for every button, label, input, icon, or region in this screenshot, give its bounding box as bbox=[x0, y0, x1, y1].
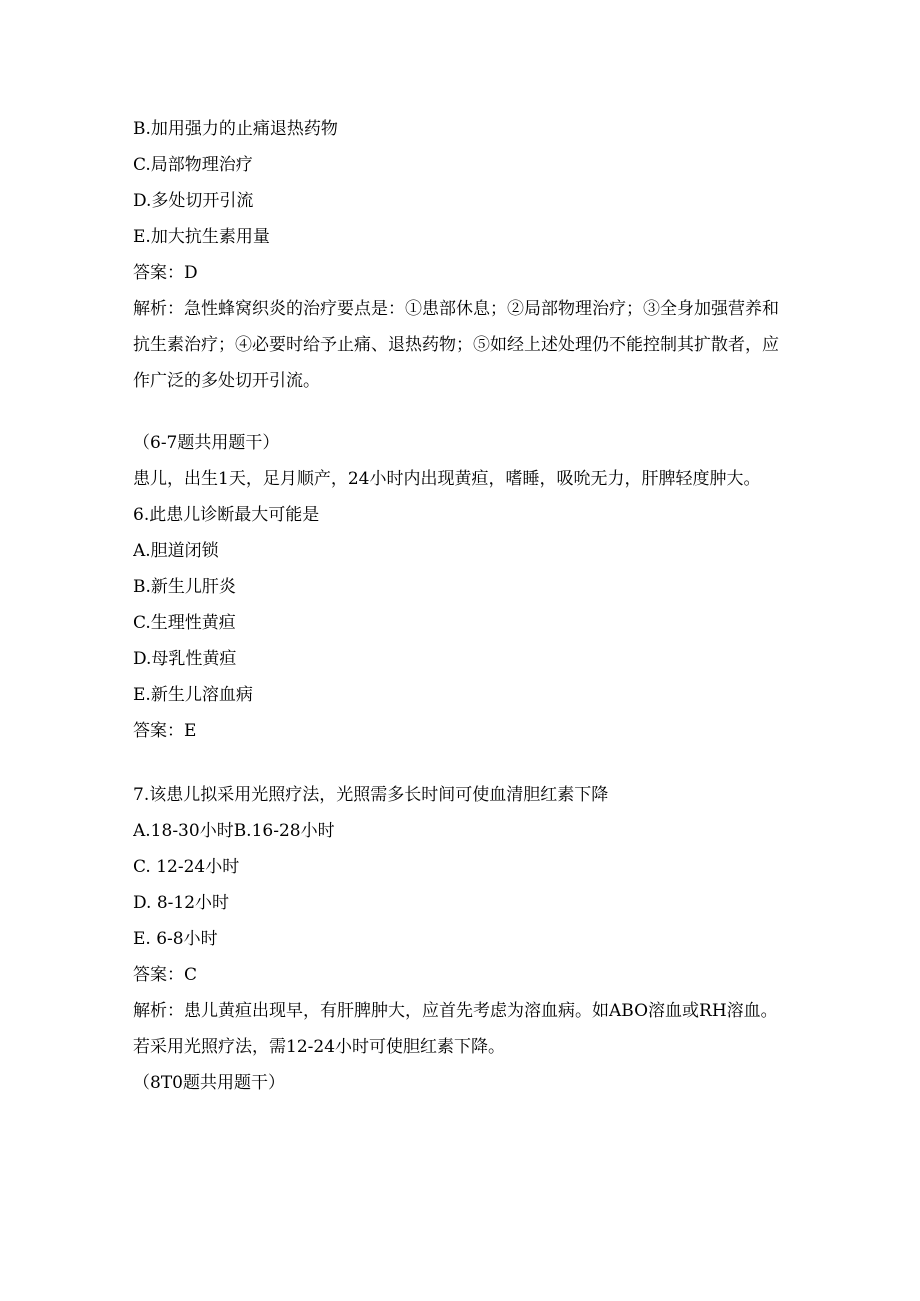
q5-option-e: E.加大抗生素用量 bbox=[133, 227, 270, 247]
q6-answer: 答案：E bbox=[133, 721, 197, 741]
section-gap bbox=[133, 399, 793, 425]
q6-option-e: E.新生儿溶血病 bbox=[133, 685, 253, 705]
q7-option-a-b: A.18-30小时B.16-28小时 bbox=[133, 821, 335, 841]
group-8-10-header: （8T0题共用题干） bbox=[133, 1073, 285, 1093]
group-6-7-stem: 患儿，出生1天，足月顺产，24小时内出现黄疸，嗜睡，吸吮无力，肝脾轻度肿大。 bbox=[133, 469, 761, 489]
group-6-7-header: （6-7题共用题干） bbox=[133, 433, 280, 453]
q5-option-d: D.多处切开引流 bbox=[133, 191, 254, 211]
q6-option-c: C.生理性黄疸 bbox=[133, 613, 236, 633]
q7-analysis: 解析：患儿黄疸出现早，有肝脾肿大，应首先考虑为溶血病。如ABO溶血或RH溶血。若采用光照疗法，需12-24小时可使胆红素下降。 bbox=[133, 1001, 778, 1057]
q5-analysis: 解析：急性蜂窝织炎的治疗要点是：①患部休息；②局部物理治疗；③全身加强营养和抗生素治疗；④必要时给予止痛、退热药物；⑤如经上述处理仍不能控制其扩散者，应作广泛的多处切开引流。 bbox=[133, 299, 779, 391]
document-page bbox=[133, 111, 793, 1101]
q7-option-d: D. 8-12小时 bbox=[133, 893, 230, 913]
q6-option-b: B.新生儿肝炎 bbox=[133, 577, 236, 597]
q7-option-c: C. 12-24小时 bbox=[133, 857, 240, 877]
q6-option-a: A.胆道闭锁 bbox=[133, 541, 219, 561]
q5-option-c: C.局部物理治疗 bbox=[133, 155, 253, 175]
q6-option-d: D.母乳性黄疸 bbox=[133, 649, 237, 669]
q5-option-b: B.加用强力的止痛退热药物 bbox=[133, 119, 338, 139]
q7-question: 7.该患儿拟采用光照疗法，光照需多长时间可使血清胆红素下降 bbox=[133, 785, 609, 805]
section-gap bbox=[133, 749, 793, 777]
q7-answer: 答案：C bbox=[133, 965, 198, 985]
q6-question: 6.此患儿诊断最大可能是 bbox=[133, 505, 320, 525]
q5-answer: 答案：D bbox=[133, 263, 198, 283]
q7-option-e: E. 6-8小时 bbox=[133, 929, 218, 949]
